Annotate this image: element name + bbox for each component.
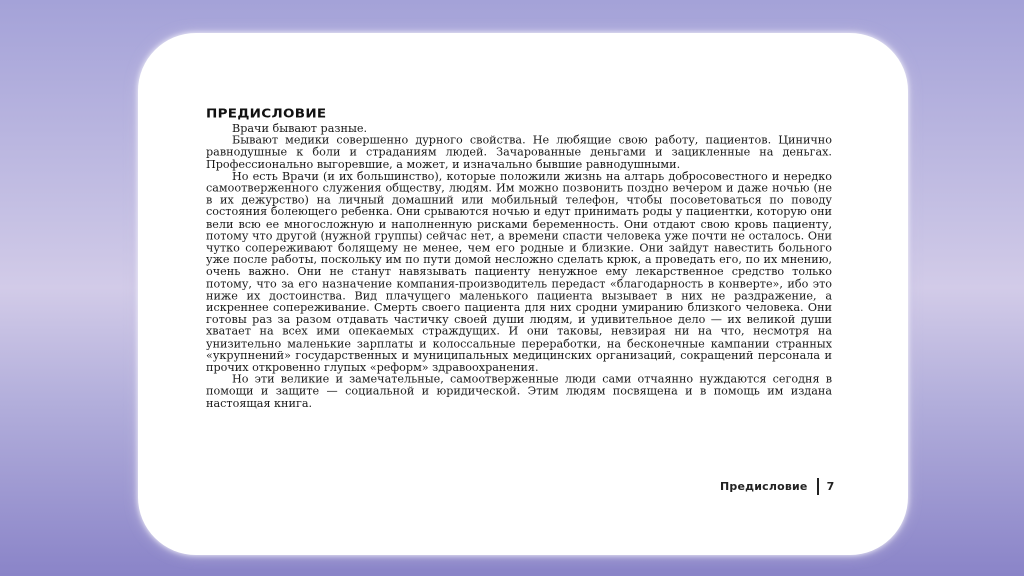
paragraph: Но эти великие и замечательные, самоотверженные люди сами отчаянно нуждаются сегодня в помощи и защите — социальной и юридической. Этим людям посвящена и в помощь им издана настоящая книга. — [206, 373, 832, 410]
body-text — [206, 123, 832, 410]
footer-divider — [817, 478, 819, 495]
page-number: 7 — [826, 479, 835, 493]
paragraph: Но есть Врачи (и их большинство), которые положили жизнь на алтарь добросовестного и нередко самоотверженного служения обществу, людям. Им можно позвонить поздно вечером и даже ночью (не в их дежурство) на личный домашний или мобильный телефон, чтобы посоветоваться по поводу состояния болеющего ребенка. Они срываются ночью и едут принимать роды у пациентки, которую они вели всю ее многосложную и наполненную рисками беременность. Они отдают свою кровь пациенту, потому что другой (нужной группы) сейчас нет, а времени спасти человека уже почти не осталось. Они чутко сопереживают болящему не менее, чем его родные и близкие. Они зайдут навестить больного уже после работы, поскольку им по пути домой несложно сделать крюк, а проведать его, по их мнению, очень важно. Они не станут навязывать пациенту ненужное ему лекарственное средство только потому, что за его назначение компания-производитель передаст «благодарность в конверте», ибо это ниже их достоинства. Вид плачущего маленького пациента вызывает в них не раздражение, а искреннее сопереживание. Смерть своего пациента для них сродни умиранию близкого человека. Они готовы раз за разом отдавать частичку своей души людям, и удивительное дело — их великой души хватает на всех ими опекаемых страждущих. И они таковы, невзирая ни на что, несмотря на унизительно маленькие зарплаты и колоссальные переработки, на бесконечные кампании странных «укрупнений» государственных и муниципальных медицинских организаций, сокращений персонала и прочих откровенно глупых «реформ» здравоохранения. — [206, 169, 832, 374]
paragraph: Врачи бывают разные. — [232, 122, 368, 135]
page-heading: ПРЕДИСЛОВИЕ — [206, 106, 327, 122]
document-page — [206, 106, 832, 416]
footer-section-title: Предисловие — [720, 479, 808, 493]
paragraph: Бывают медики совершенно дурного свойства. Не любящие свою работу, пациентов. Цинично равнодушные к боли и страданиям людей. Зачарованные деньгами и зацикленные на деньгах. Профессионально выгоревшие, а может, и изначально бывшие равнодушными. — [206, 133, 832, 171]
page-footer — [720, 477, 834, 495]
